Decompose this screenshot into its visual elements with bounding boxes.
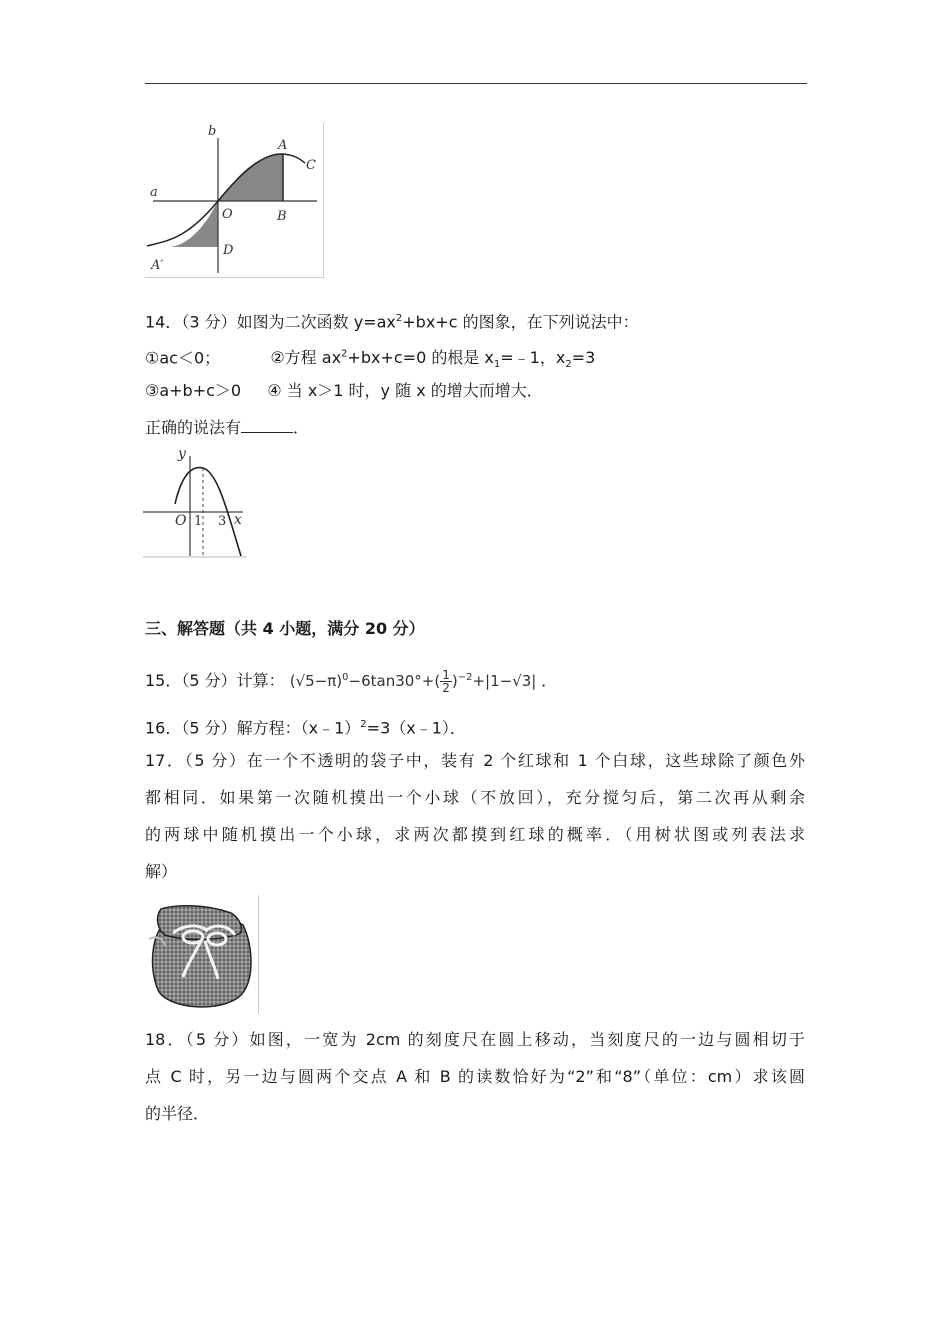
q17-line-3: 的两球中随机摸出一个小球，求两次都摸到红球的概率．（用树状图或列表法求 — [145, 825, 805, 844]
q14-option-1: ①ac＜0； — [145, 348, 221, 368]
figure-q14 — [143, 444, 247, 558]
label-x: x — [234, 512, 242, 528]
q14-ask: 正确的说法有 ． — [145, 418, 310, 437]
figure-bag — [143, 895, 259, 1014]
bag-illustration — [143, 895, 258, 1014]
label-y: y — [178, 446, 186, 462]
label-b: b — [208, 124, 217, 139]
label-three: 3 — [218, 514, 227, 529]
header-rule — [145, 83, 807, 84]
q17-line-2: 都相同．如果第一次随机摸出一个小球（不放回），充分搅匀后，第二次再从剩余 — [145, 788, 805, 807]
q18-line-2: 点 C 时，另一边与圆两个交点 A 和 B 的读数恰好为“2”和“8”（单位：cm）求该圆 — [145, 1067, 805, 1086]
label-A-prime: A′ — [151, 258, 164, 273]
q14-option-2: ②方程 $ax^2+bx+c=0$ 的根是 $x_1=﹣1$，$x_2=3$ — [270, 348, 596, 371]
answer-blank[interactable] — [241, 416, 293, 433]
label-origin: O — [175, 513, 187, 529]
q17-line-1: 17．（5 分）在一个不透明的袋子中，装有 2 个红球和 1 个白球，这些球除了颜色外 — [145, 751, 805, 770]
figure-q13-svg — [145, 123, 323, 277]
q14-stem — [145, 308, 639, 333]
q16: 16．（5 分）解方程：（x﹣1）$^2$=3（x﹣1）． — [145, 718, 466, 738]
figure-q14-svg — [143, 444, 247, 558]
q15: 15．（5 分）计算： $(√5-\pi)^0-6\tan 30^\circ+$( $\frac{1}{2}$ )$^{-2}$+|1−√3| ． — [145, 668, 558, 695]
q18-line-3: 的半径． — [145, 1104, 210, 1123]
q14-option-3: ③a+b+c＞0 — [145, 381, 242, 400]
q14-sup: 2 — [395, 313, 403, 324]
label-A: A — [278, 138, 288, 153]
q14-stem-a: 14．（3 分）如图为二次函数 y=ax — [145, 312, 396, 332]
label-C: C — [306, 158, 316, 173]
q14-options-row2 — [145, 380, 543, 402]
q15-expression: $(√5-\pi)^0-6\tan 30^\circ+$( $\frac{1}{2}$ )$^{-2}$+|1−√3| — [289, 668, 537, 695]
q14-options-row1 — [145, 344, 595, 377]
q14-stem-b: +bx+c 的图象，在下列说法中： — [402, 312, 639, 332]
label-B: B — [277, 209, 287, 224]
q14-ask-text: 正确的说法有 — [145, 418, 242, 437]
section-3-title: 三、解答题（共 4 小题，满分 20 分） — [145, 619, 425, 638]
figure-q13 — [145, 123, 324, 278]
label-a: a — [150, 185, 158, 200]
label-O: O — [222, 207, 233, 222]
q18-line-1: 18．（5 分）如图，一宽为 2cm 的刻度尺在圆上移动，当刻度尺的一边与圆相切于 — [145, 1030, 805, 1049]
q14-option-4: ④ 当 x＞1 时，y 随 x 的增大而增大． — [267, 381, 543, 400]
label-one: 1 — [194, 514, 203, 529]
q15-prefix: 15．（5 分）计算： — [145, 671, 285, 690]
q17-line-4: 解） — [145, 862, 178, 881]
label-D: D — [223, 243, 234, 258]
